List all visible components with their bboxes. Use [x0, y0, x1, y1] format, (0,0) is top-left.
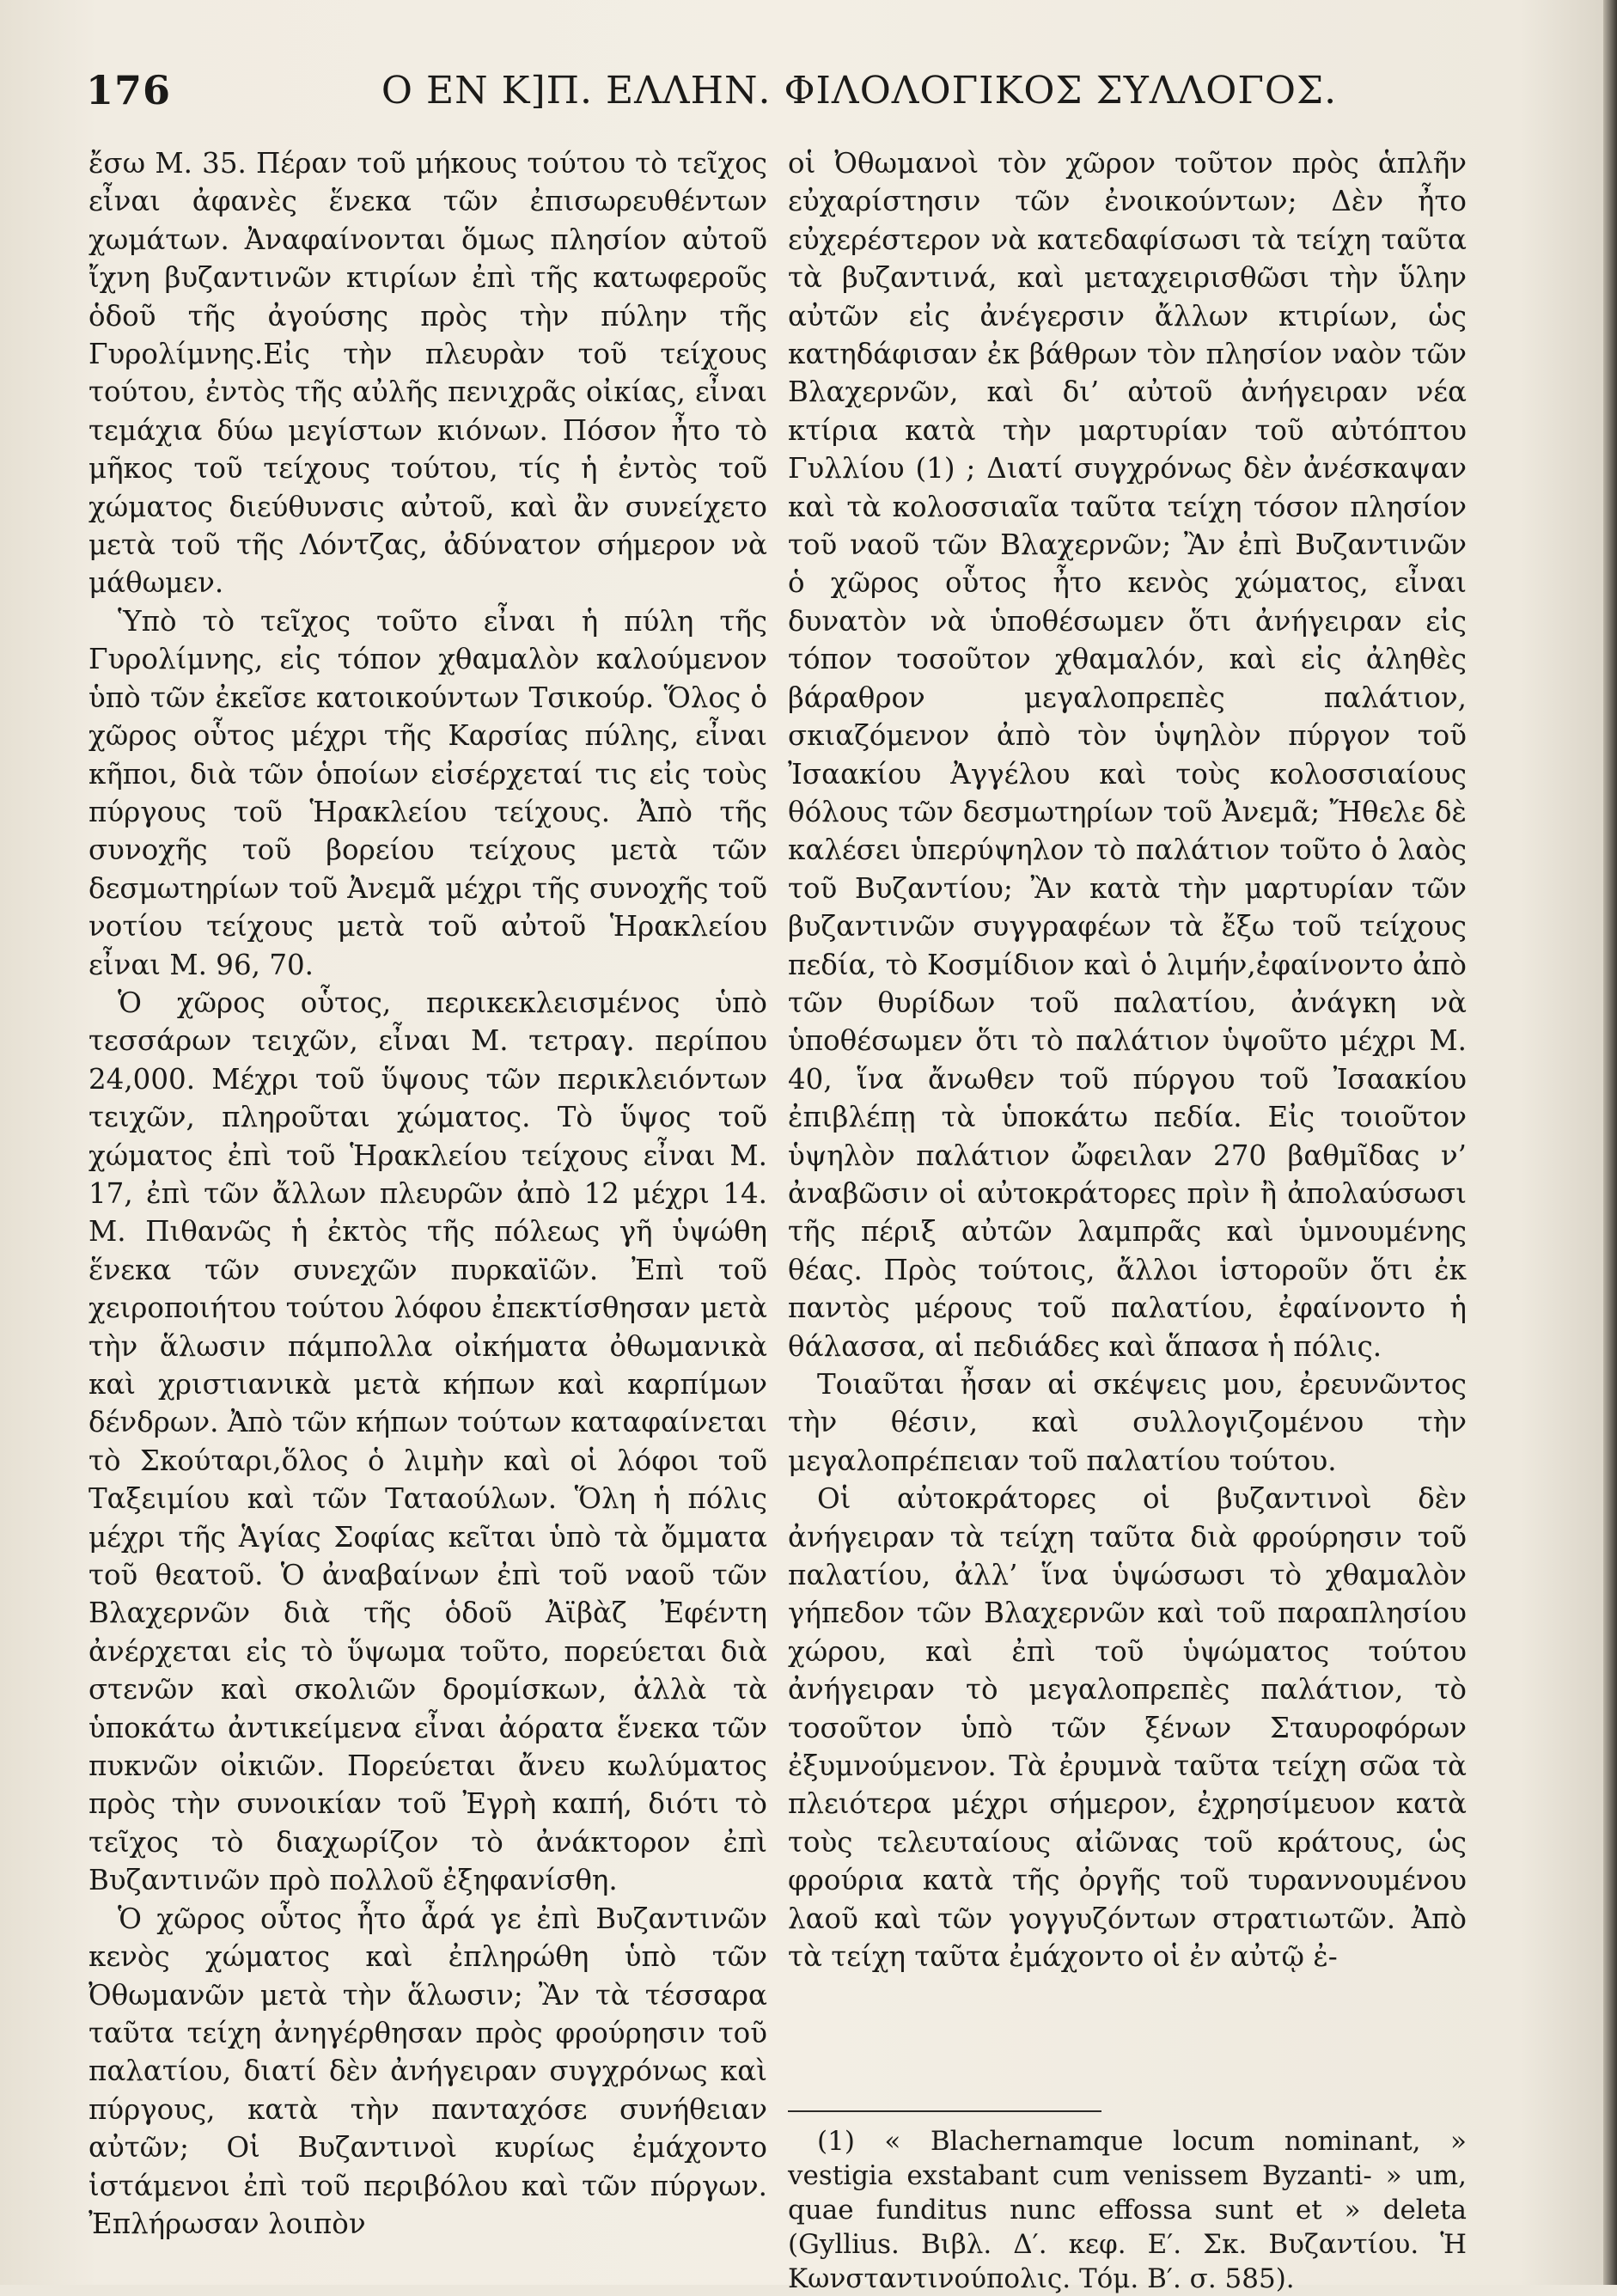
left-text-column — [88, 144, 767, 2243]
paragraph: Τοιαῦται ἦσαν αἱ σκέψεις μου, ἐρευνῶντος τὴν θέσιν, καὶ συλλογιζομένου τὴν μεγαλοπρέπειαν τοῦ παλατίου τούτου. — [788, 1368, 1467, 1477]
footnote-divider — [788, 2110, 1101, 2112]
book-spine-shadow — [1603, 0, 1617, 2285]
paragraph: ἔσω Μ. 35. Πέραν τοῦ μήκους τούτου τὸ τεῖχος εἶναι ἀφανὲς ἕνεκα τῶν ἐπισωρευθέντων χωμάτων. Ἀναφαίνονται ὅμως πλησίον αὐτοῦ ἴχνη βυζαντινῶν κτιρίων ἐπὶ τῆς κατωφεροῦς ὁδοῦ τῆς ἀγούσης πρὸς τὴν πύλην τῆς Γυρολίμνης.Εἰς τὴν πλευρὰν τοῦ τείχους τούτου, ἐντὸς τῆς αὐλῆς πενιχρᾶς οἰκίας, εἶναι τεμάχια δύω μεγίστων κιόνων. Πόσον ἦτο τὸ μῆκος τοῦ τείχους τούτου, τίς ἡ ἐντὸς τοῦ χώματος διεύθυνσις αὐτοῦ, καὶ ἂν συνείχετο μετὰ τοῦ τῆς Λόντζας, ἀδύνατον σήμερον νὰ μάθωμεν. — [88, 147, 767, 600]
footnote — [788, 2124, 1467, 2296]
paragraph: Ὁ χῶρος οὗτος, περικεκλεισμένος ὑπὸ τεσσάρων τειχῶν, εἶναι Μ. τετραγ. περίπου 24,000. Μέχρι τοῦ ὕψους τῶν περικλειόντων τειχῶν, πληροῦται χώματος. Τὸ ὕψος τοῦ χώματος ἐπὶ τοῦ Ἡρακλείου τείχους εἶναι Μ. 17, ἐπὶ τῶν ἄλλων πλευρῶν ἀπὸ 12 μέχρι 14. Μ. Πιθανῶς ἡ ἐκτὸς τῆς πόλεως γῆ ὑψώθη ἕνεκα τῶν συνεχῶν πυρκαϊῶν. Ἐπὶ τοῦ χειροποιήτου τούτου λόφου ἐπεκτίσθησαν μετὰ τὴν ἅλωσιν πάμπολλα οἰκήματα ὀθωμανικὰ καὶ χριστιανικὰ μετὰ κήπων καὶ καρπίμων δένδρων. Ἀπὸ τῶν κήπων τούτων καταφαίνεται τὸ Σκούταρι,ὅλος ὁ λιμὴν καὶ οἱ λόφοι τοῦ Ταξειμίου καὶ τῶν Ταταούλων. Ὅλη ἡ πόλις μέχρι τῆς Ἁγίας Σοφίας κεῖται ὑπὸ τὰ ὄμματα τοῦ θεατοῦ. Ὁ ἀναβαίνων ἐπὶ τοῦ ναοῦ τῶν Βλαχερνῶν διὰ τῆς ὁδοῦ Ἀϊβὰζ Ἐφέντη ἀνέρχεται εἰς τὸ ὕψωμα τοῦτο, πορεύεται διὰ στενῶν καὶ σκολιῶν δρομίσκων, ἀλλὰ τὰ ὑποκάτω ἀντικείμενα εἶναι ἀόρατα ἕνεκα τῶν πυκνῶν οἰκιῶν. Πορεύεται ἄνευ κωλύματος πρὸς τὴν συνοικίαν τοῦ Ἐγρὴ καπή, διότι τὸ τεῖχος τὸ διαχωρίζον τὸ ἀνάκτορον ἐπὶ Βυζαντινῶν πρὸ πολλοῦ ἐξηφανίσθη. — [88, 986, 767, 1897]
page-number: 176 — [86, 67, 172, 113]
paragraph: Οἱ αὐτοκράτορες οἱ βυζαντινοὶ δὲν ἀνήγειραν τὰ τείχη ταῦτα διὰ φρούρησιν τοῦ παλατίου, ἀλλ’ ἵνα ὑψώσωσι τὸ χθαμαλὸν γήπεδον τῶν Βλαχερνῶν καὶ τοῦ παραπλησίου χώρου, καὶ ἐπὶ τοῦ ὑψώματος τούτου ἀνήγειραν τὸ μεγαλοπρεπὲς παλάτιον, τὸ τοσοῦτον ὑπὸ τῶν ξένων Σταυροφόρων ἐξυμνούμενον. Τὰ ἐρυμνὰ ταῦτα τείχη σῶα τὰ πλειότερα μέχρι σήμερον, ἐχρησίμευον κατὰ τοὺς τελευταίους αἰῶνας τοῦ κράτους, ὡς φρούρια κατὰ τῆς ὀργῆς τοῦ τυραννουμένου λαοῦ καὶ τῶν γογγυζόντων στρατιωτῶν. Ἀπὸ τὰ τείχη ταῦτα ἐμάχοντο οἱ ἐν αὐτῷ ἐ- — [788, 1482, 1467, 1974]
page-header — [86, 67, 1555, 127]
paragraph: οἱ Ὀθωμανοὶ τὸν χῶρον τοῦτον πρὸς ἁπλῆν εὐχαρίστησιν τῶν ἐνοικούντων; Δὲν ἦτο εὐχερέστερον νὰ κατεδαφίσωσι τὰ τείχη ταῦτα τὰ βυζαντινά, καὶ μεταχειρισθῶσι τὴν ὕλην αὐτῶν εἰς ἀνέγερσιν ἄλλων κτιρίων, ὡς κατηδάφισαν ἐκ βάθρων τὸν πλησίον ναὸν τῶν Βλαχερνῶν, καὶ δι’ αὐτοῦ ἀνήγειραν νέα κτίρια κατὰ τὴν μαρτυρίαν τοῦ αὐτόπτου Γυλλίου (1) ; Διατί συγχρόνως δὲν ἀνέσκαψαν καὶ τὰ κολοσσιαῖα ταῦτα τείχη τόσον πλησίον τοῦ ναοῦ τῶν Βλαχερνῶν; Ἂν ἐπὶ Βυζαντινῶν ὁ χῶρος οὗτος ἦτο κενὸς χώματος, εἶναι δυνατὸν νὰ ὑποθέσωμεν ὅτι ἀνήγειραν εἰς τόπον τοσοῦτον χθαμαλόν, καὶ εἰς ἀληθὲς βάραθρον μεγαλοπρεπὲς παλάτιον, σκιαζόμενον ἀπὸ τὸν ὑψηλὸν πύργον τοῦ Ἰσαακίου Ἀγγέλου καὶ τοὺς κολοσσιαίους θόλους τῶν δεσμωτηρίων τοῦ Ἀνεμᾶ; Ἤθελε δὲ καλέσει ὑπερύψηλον τὸ παλάτιον τοῦτο ὁ λαὸς τοῦ Βυζαντίου; Ἂν κατὰ τὴν μαρτυρίαν τῶν βυζαντινῶν συγγραφέων τὰ ἔξω τοῦ τείχους πεδία, τὸ Κοσμίδιον καὶ ὁ λιμήν,ἐφαίνοντο ἀπὸ τῶν θυρίδων τοῦ παλατίου, ἀνάγκη νὰ ὑποθέσωμεν ὅτι τὸ παλάτιον ὑψοῦτο μέχρι Μ. 40, ἵνα ἄνωθεν τοῦ πύργου τοῦ Ἰσαακίου ἐπιβλέπῃ τὰ ὑποκάτω πεδία. Εἰς τοιοῦτον ὑψηλὸν παλάτιον ὤφειλαν 270 βαθμῖδας ν’ ἀναβῶσιν οἱ αὐτοκράτορες πρὶν ἢ ἀπολαύσωσι τῆς πέριξ αὐτῶν λαμπρᾶς καὶ ὑμνουμένης θέας. Πρὸς τούτοις, ἄλλοι ἱστοροῦν ὅτι ἐκ παντὸς μέρους τοῦ παλατίου, ἐφαίνοντο ἡ θάλασσα, αἱ πεδιάδες καὶ ἅπασα ἡ πόλις. — [788, 147, 1467, 1363]
right-text-column — [788, 144, 1467, 1976]
running-title: Ο ΕΝ Κ]Π. ΕΛΛΗΝ. ΦΙΛΟΛΟΓΙΚΟΣ ΣΥΛΛΟΓΟΣ. — [381, 69, 1338, 113]
paragraph: Ὑπὸ τὸ τεῖχος τοῦτο εἶναι ἡ πύλη τῆς Γυρολίμνης, εἰς τόπον χθαμαλὸν καλούμενον ὑπὸ τῶν ἐκεῖσε κατοικούντων Τσικούρ. Ὅλος ὁ χῶρος οὗτος μέχρι τῆς Καρσίας πύλης, εἶναι κῆποι, διὰ τῶν ὁποίων εἰσέρχεταί τις εἰς τοὺς πύργους τοῦ Ἡρακλείου τείχους. Ἀπὸ τῆς συνοχῆς τοῦ βορείου τείχους μετὰ τῶν δεσμωτηρίων τοῦ Ἀνεμᾶ μέχρι τῆς συνοχῆς τοῦ νοτίου τείχους μετὰ τοῦ αὐτοῦ Ἡρακλείου εἶναι Μ. 96, 70. — [88, 604, 767, 981]
footnote-text: (1) « Blachernamque locum nominant, » vestigia exstabant cum venissem Byzanti- » um, quae funditus nunc effossa sunt et » deleta (Gyllius. Βιβλ. Δ′. κεφ. Ε′. Σκ. Βυζαντίου. Ἡ Κωνσταντινούπολις. Τόμ. Β′. σ. 585). — [788, 2126, 1467, 2294]
paragraph: Ὁ χῶρος οὗτος ἦτο ἆρά γε ἐπὶ Βυζαντινῶν κενὸς χώματος καὶ ἐπληρώθη ὑπὸ τῶν Ὀθωμανῶν μετὰ τὴν ἅλωσιν; Ἂν τὰ τέσσαρα ταῦτα τείχη ἀνηγέρθησαν πρὸς φρούρησιν τοῦ παλατίου, διατί δὲν ἀνήγειραν συγχρόνως καὶ πύργους, κατὰ τὴν πανταχόσε συνήθειαν αὐτῶν; Οἱ Βυζαντινοὶ κυρίως ἐμάχοντο ἱστάμενοι ἐπὶ τοῦ περιβόλου καὶ τῶν πύργων. Ἐπλήρωσαν λοιπὸν — [88, 1902, 767, 2240]
